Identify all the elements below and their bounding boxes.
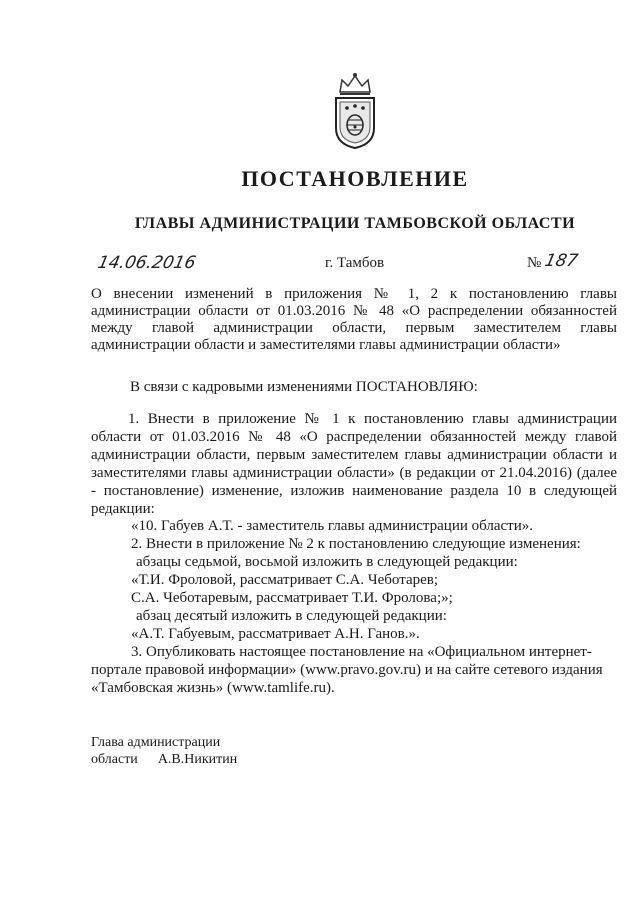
paragraph-2a: абзацы седьмой, восьмой изложить в следующей редакции:: [136, 554, 518, 570]
document-subtitle: ГЛАВЫ АДМИНИСТРАЦИИ ТАМБОВСКОЙ ОБЛАСТИ: [134, 215, 576, 232]
quote-3: С.А. Чеботаревым, рассматривает Т.И. Фролова;»;: [131, 590, 453, 606]
document-about: О внесении изменений в приложения № 1, 2 к постановлению главы администрации области от 01.03.2016 № 48 «О распределении обязанностей между главой администрации области, первым заместителем главы администрации области и заместителями главы администрации области»: [91, 286, 617, 353]
signature-block: [91, 734, 237, 768]
paragraph-1: 1. Внести в приложение № 1 к постановлению главы администрации области от 01.03.2016 № 48 «О распределении обязанностей между главой администрации области, первым заместителем главы администрации области и заместителями главы администрации области» (в редакции от 21.04.2016) (далее - постановление) изменение, изложив наименование раздела 10 в следующей редакции:: [91, 411, 617, 517]
paragraph-3-line-3: «Тамбовская жизнь» (www.tamlife.ru).: [91, 680, 335, 696]
coat-of-arms-emblem: [330, 70, 380, 150]
handwritten-number: 187: [542, 251, 580, 271]
quote-1: «10. Габуев А.Т. - заместитель главы администрации области».: [131, 518, 534, 534]
quote-2: «Т.И. Фроловой, рассматривает С.А. Чеботарев;: [131, 572, 439, 588]
handwritten-date: 14.06.2016: [95, 253, 198, 273]
paragraph-3-line-2: портале правовой информации» (www.pravo.gov.ru) и на сайте сетевого издания: [91, 662, 603, 678]
document-title: ПОСТАНОВЛЕНИЕ: [241, 166, 469, 191]
paragraph-2: 2. Внести в приложение № 2 к постановлению следующие изменения:: [131, 536, 581, 552]
preamble: В связи с кадровыми изменениями ПОСТАНОВЛЯЮ:: [130, 379, 478, 395]
signature-position-word: области: [91, 752, 138, 767]
number-label: №: [527, 255, 542, 271]
signature-name: А.В.Никитин: [157, 752, 238, 767]
paragraph-2b: абзац десятый изложить в следующей редакции:: [136, 608, 447, 624]
paragraph-3-line-1: 3. Опубликовать настоящее постановление на «Официальном интернет-: [131, 644, 592, 660]
quote-4: «А.Т. Габуевым, рассматривает А.Н. Ганов.».: [131, 626, 420, 642]
signature-position-line-1: Глава администрации: [91, 735, 221, 750]
signature-position-line-2: [91, 751, 237, 768]
city-label: г. Тамбов: [325, 255, 385, 271]
